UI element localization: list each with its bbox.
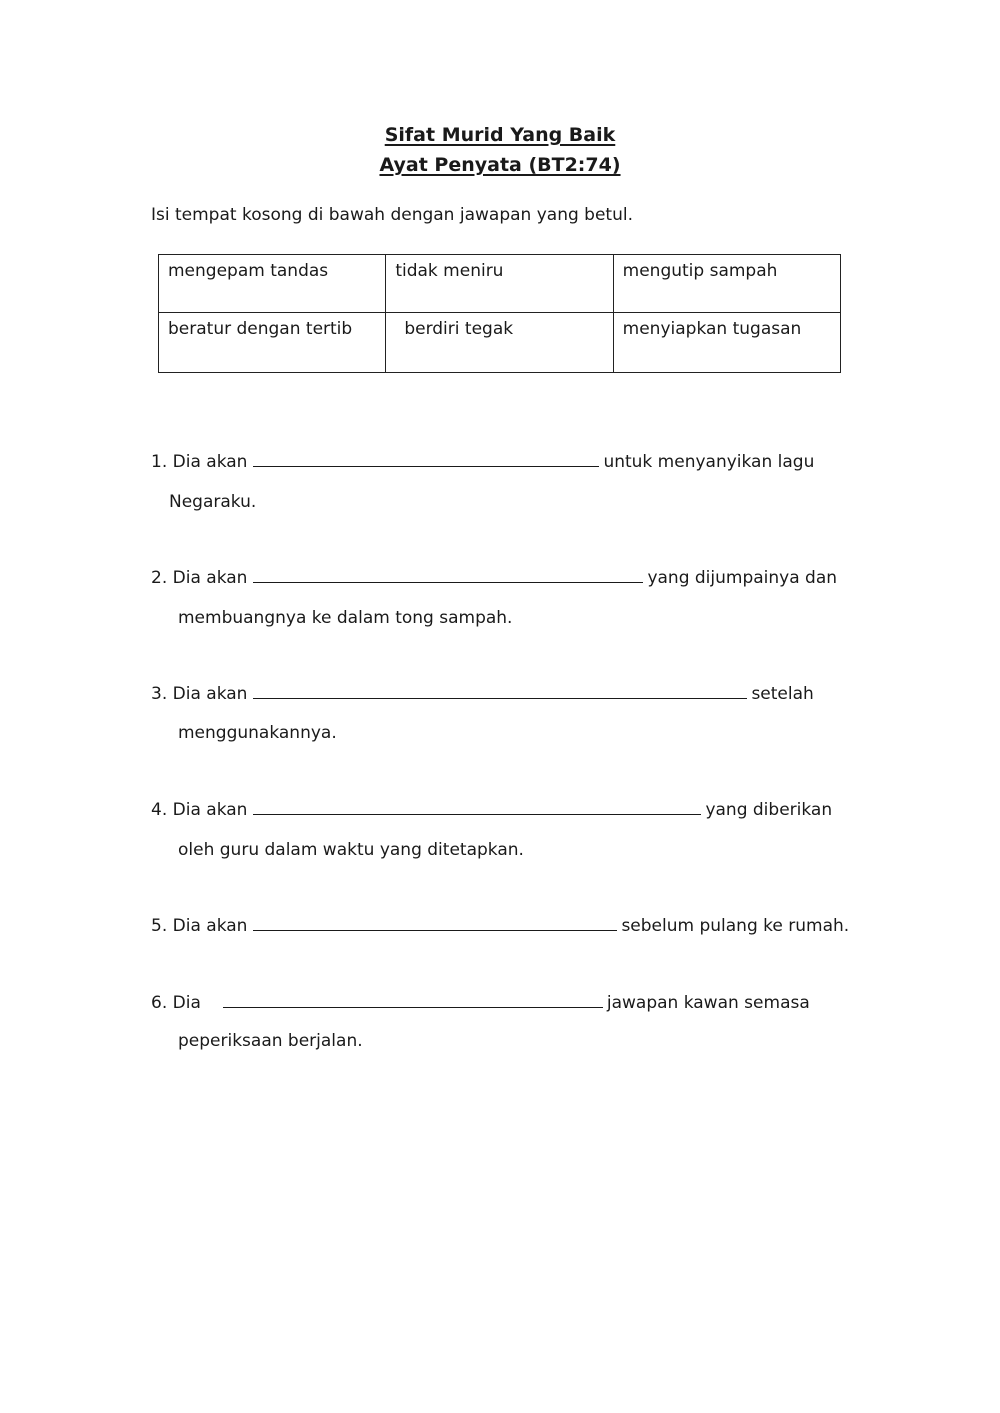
word-bank-cell: beratur dengan tertib (159, 313, 386, 373)
question-continuation: membuangnya ke dalam tong sampah. (178, 608, 513, 628)
question-6-line (151, 993, 810, 1013)
question-prefix: Dia akan (172, 800, 248, 820)
question-suffix: jawapan kawan semasa (606, 993, 810, 1013)
question-continuation: menggunakannya. (178, 723, 337, 743)
question-suffix: yang diberikan (705, 800, 833, 820)
answer-blank-5[interactable] (253, 916, 617, 931)
question-number: 6. (151, 993, 168, 1013)
question-prefix: Dia akan (172, 916, 248, 936)
word-bank-cell: mengepam tandas (159, 255, 386, 313)
question-5-line (151, 916, 849, 936)
word-bank-cell: mengutip sampah (613, 255, 840, 313)
word-bank-table (158, 254, 841, 373)
question-prefix: Dia akan (172, 684, 248, 704)
answer-blank-6[interactable] (223, 993, 603, 1008)
question-prefix: Dia akan (172, 452, 248, 472)
word-bank-cell: tidak meniru (386, 255, 613, 313)
question-suffix: yang dijumpainya dan (647, 568, 838, 588)
question-prefix: Dia (172, 993, 201, 1013)
question-2-line (151, 568, 837, 588)
question-continuation: Negaraku. (169, 492, 257, 512)
question-suffix: setelah (751, 684, 814, 704)
question-continuation: peperiksaan berjalan. (178, 1031, 363, 1051)
answer-blank-1[interactable] (253, 452, 599, 467)
question-suffix: sebelum pulang ke rumah. (621, 916, 850, 936)
question-number: 3. (151, 684, 168, 704)
question-3-line (151, 684, 814, 704)
answer-blank-2[interactable] (253, 568, 643, 583)
word-bank-row (159, 313, 841, 373)
question-1-line (151, 452, 814, 472)
worksheet-subtitle: Ayat Penyata (BT2:74) (379, 154, 621, 176)
worksheet-title: Sifat Murid Yang Baik (384, 124, 616, 146)
word-bank-cell: berdiri tegak (386, 313, 613, 373)
word-bank-row (159, 255, 841, 313)
instruction-text: Isi tempat kosong di bawah dengan jawapan yang betul. (151, 205, 633, 225)
question-suffix: untuk menyanyikan lagu (603, 452, 815, 472)
answer-blank-3[interactable] (253, 684, 747, 699)
question-number: 4. (151, 800, 168, 820)
question-number: 1. (151, 452, 168, 472)
question-4-line (151, 800, 832, 820)
word-bank-cell: menyiapkan tugasan (613, 313, 840, 373)
answer-blank-4[interactable] (253, 800, 701, 815)
question-number: 5. (151, 916, 168, 936)
question-number: 2. (151, 568, 168, 588)
question-prefix: Dia akan (172, 568, 248, 588)
question-continuation: oleh guru dalam waktu yang ditetapkan. (178, 840, 524, 860)
